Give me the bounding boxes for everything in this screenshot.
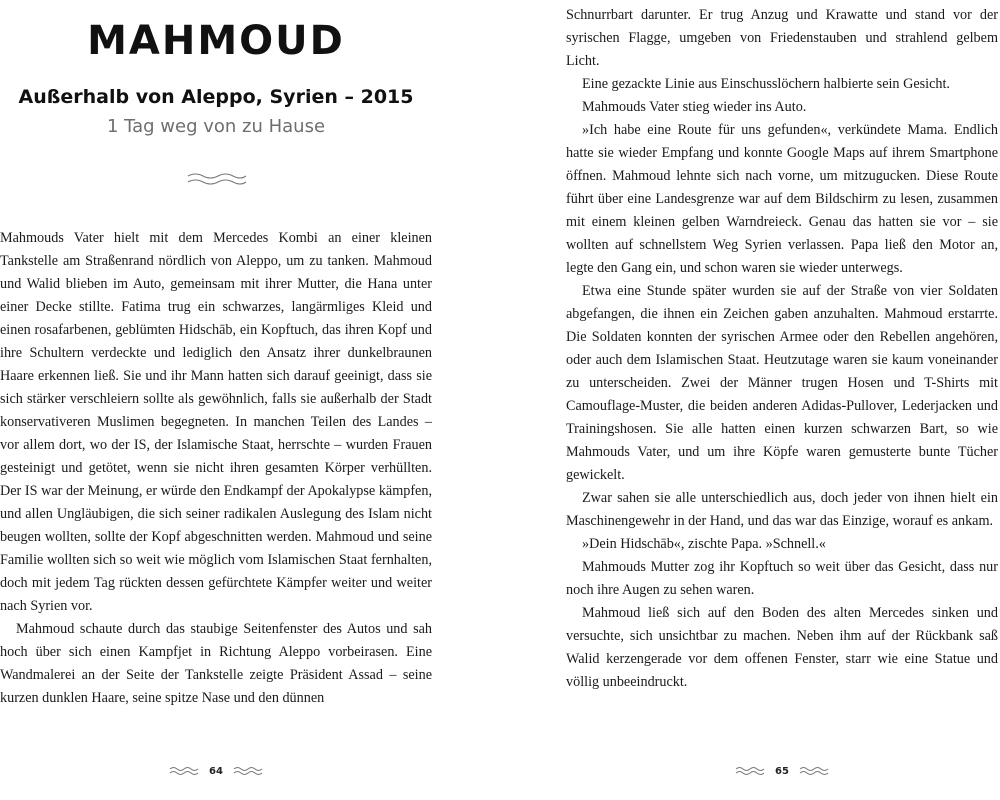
paragraph: Mahmouds Vater hielt mit dem Mercedes Kombi an einer kleinen Tankstelle am Straßenrand nördlich von Aleppo, um zu tanken. Mahmoud und Walid blieben im Auto, gemeinsam mit ihrer Mutter, die Hana unter einer Decke stillte. Fatima trug ein schwarzes, langärmliges Kleid und einen rosafarbenen, geblümten Hidschāb, ein Kopftuch, das ihren Kopf und ihre Schultern verdeckte und lediglich den Ansatz ihrer dunkelbraunen Haare erkennen ließ. Sie und ihr Mann hatten sich darauf geeinigt, dass sie sich stärker verschleiern sollte als gewöhnlich, falls sie außerhalb der Stadt konservativeren Muslimen begegneten. In manchen Teilen des Landes – vor allem dort, wo der IS, der Islamische Staat, herrschte – wurden Frauen gesteinigt und getötet, wenn sie nicht ihren gesamten Körper verhüllten. Der IS war der Meinung, er würde den Endkampf der Apokalypse kämpfen, und allen Ungläubigen, die sich seiner radikalen Auslegung des Islam nicht beugen wollten, sollte der Kopf abgeschnitten werden. Mahmoud und seine Familie wollten sich so weit wie möglich vom Islamischen Staat fernhalten, doch mit jedem Tag rückten dessen gefürchtete Kämpfer weiter und weiter nach Syrien vor.: [0, 230, 432, 614]
paragraph: Mahmoud ließ sich auf den Boden des alten Mercedes sinken und versuchte, sich unsichtbar zu machen. Neben ihm auf der Rückbank saß Walid kerzengerade vor dem offenen Fenster, starr wie eine Statue und völlig unbeeindruckt.: [566, 605, 998, 690]
page-number: 65: [775, 765, 789, 777]
left-page: [0, 0, 432, 800]
right-page: [566, 0, 998, 800]
wave-ornament-icon: [186, 172, 248, 186]
page-number: 64: [209, 765, 223, 777]
left-body-text: [0, 227, 432, 710]
paragraph: Zwar sahen sie alle unterschiedlich aus, doch jeder von ihnen hielt ein Maschinengewehr in der Hand, und das war das Einzige, worauf es ankam.: [566, 490, 998, 529]
right-body-text: [566, 4, 998, 694]
chapter-time: 1 Tag weg von zu Hause: [106, 116, 326, 137]
paragraph: Mahmouds Mutter zog ihr Kopftuch so weit über das Gesicht, dass nur noch ihre Augen zu sehen waren.: [566, 559, 998, 598]
paragraph: »Dein Hidschāb«, zischte Papa. »Schnell.«: [582, 536, 826, 552]
wave-ornament-icon: [233, 766, 263, 776]
chapter-location: Außerhalb von Aleppo, Syrien – 2015: [18, 86, 414, 108]
paragraph: Etwa eine Stunde später wurden sie auf der Straße von vier Soldaten abgefangen, die ihnen ein Zeichen gaben anzuhalten. Mahmoud erstarrte. Die Soldaten konnten der syrischen Armee oder den Rebellen angehören, oder auch dem Islamischen Staat. Heutzutage waren sie kaum voneinander zu unterscheiden. Zwei der Männer trugen Hosen und T-Shirts mit Camouflage-Muster, die beiden anderen Adidas-Pullover, Lederjacken und Trainingshosen. Sie alle hatten einen kurzen schwarzen Bart, so wie Mahmouds Vater, und um ihre Köpfe waren gemusterte bunte Tücher gewickelt.: [566, 283, 998, 483]
chapter-title: MAHMOUD: [87, 18, 345, 64]
paragraph: Schnurrbart darunter. Er trug Anzug und Krawatte und stand vor der syrischen Flagge, umgeben von Friedenstauben und strahlend gelbem Licht.: [566, 7, 998, 69]
paragraph: Eine gezackte Linie aus Einschusslöchern halbierte sein Gesicht.: [582, 76, 950, 92]
wave-ornament-icon: [735, 766, 765, 776]
paragraph: Mahmouds Vater stieg wieder ins Auto.: [582, 99, 807, 115]
page-footer: [0, 763, 432, 781]
wave-ornament-icon: [169, 766, 199, 776]
paragraph: Mahmoud schaute durch das staubige Seitenfenster des Autos und sah hoch über sich einen Kampfjet in Richtung Aleppo vorbeirasen. Eine Wandmalerei an der Seite der Tankstelle zeigte Präsident Assad – seine kurzen dunklen Haare, seine spitze Nase und den dünnen: [0, 621, 432, 706]
paragraph: »Ich habe eine Route für uns gefunden«, verkündete Mama. Endlich hatte sie wieder Empfang und konnte Google Maps auf ihrem Smartphone öffnen. Mahmoud lehnte sich nach vorne, um mitzugucken. Diese Route führt über eine Landesgrenze war auf dem Bildschirm zu lesen, zusammen mit einem kleinen gelben Warndreieck. Genau das hatten sie vor – sie wollten auf schnellstem Weg Syrien verlassen. Papa ließ den Motor an, legte den Gang ein, und schon waren sie wieder unterwegs.: [566, 122, 998, 276]
page-footer: [566, 763, 998, 781]
wave-ornament-icon: [799, 766, 829, 776]
